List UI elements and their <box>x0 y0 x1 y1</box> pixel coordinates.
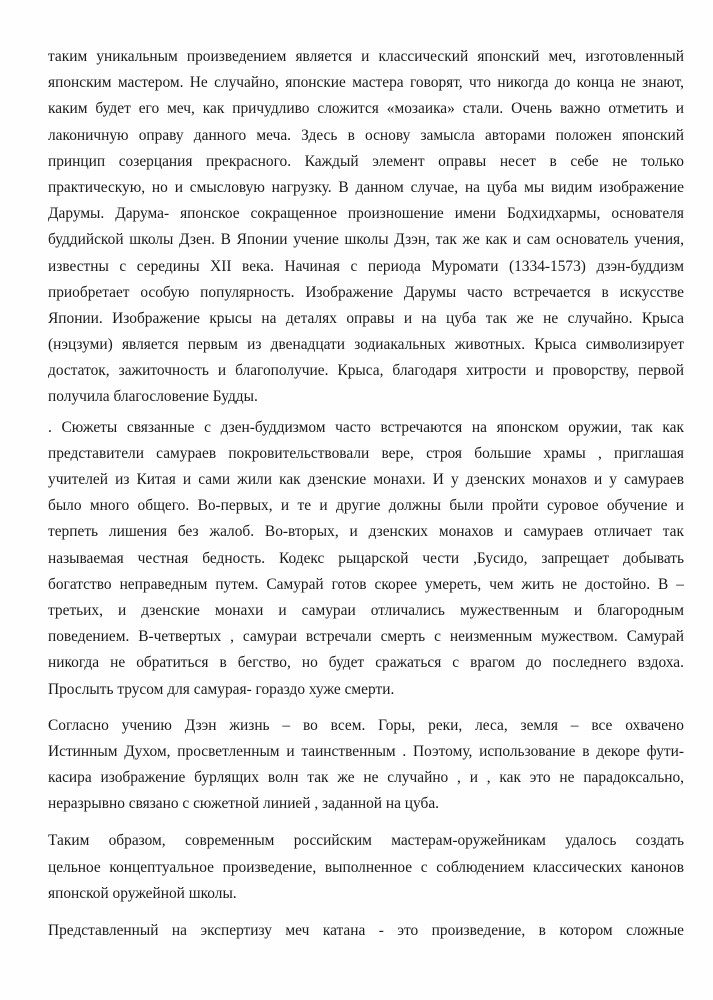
text-line: Таким образом, современным российским мастерам-оружейникам удалось создать <box>48 832 684 850</box>
body-text <box>48 44 684 944</box>
text-line: терпеть лишения без жалоб. Во-вторых, и дзенских монахов и самураев отличает так <box>48 523 684 541</box>
text-line: японской оружейной школы. <box>48 884 237 902</box>
text-line: никогда не обратиться в бегство, но будет сражаться с врагом до последнего вздоха. <box>48 654 684 672</box>
text-line: достаток, зажиточность и благополучие. Крыса, благодаря хитрости и проворству, первой <box>48 362 684 380</box>
text-line: (нэцзуми) является первым из двенадцати зодиакальных животных. Крыса символизирует <box>48 336 684 354</box>
text-line: неразрывно связано с сюжетной линией , заданной на цуба. <box>48 795 440 813</box>
text-line: представители самураев покровительствовали вере, строя большие храмы , приглашая <box>48 444 684 462</box>
text-line: приобретает особую популярность. Изображение Дарумы часто встречается в искусстве <box>48 283 684 301</box>
text-line: известны с середины XII века. Начиная с периода Муромати (1334-1573) дзэн-буддизм <box>48 257 684 275</box>
text-line: каким будет его меч, как причудливо сложится «мозаика» стали. Очень важно отметить и <box>48 100 684 118</box>
text-line: цельное концептуальное произведение, выполненное с соблюдением классических канонов <box>48 858 684 876</box>
text-line: Дарумы. Дарума- японское сокращенное произношение имени Бодхидхармы, основателя <box>48 205 684 223</box>
text-line: богатство неправедным путем. Самурай готов скорее умереть, чем жить не достойно. В – <box>48 575 684 593</box>
text-line: лаконичную оправу данного меча. Здесь в основу замысла авторами положен японский <box>48 126 684 144</box>
text-line: Японии. Изображение крысы на деталях оправы и на цуба так же не случайно. Крыса <box>48 309 684 327</box>
text-line: касира изображение бурлящих волн так же не случайно , и , как это не парадоксально, <box>48 769 684 787</box>
text-line: поведением. В-четвертых , самураи встречали смерть с неизменным мужеством. Самурай <box>48 628 684 646</box>
text-line: Представленный на экспертизу меч катана - это произведение, в котором сложные <box>48 922 684 939</box>
text-line: Прослыть трусом для самурая- гораздо хуже смерти. <box>48 680 395 698</box>
text-line: Истинным Духом, просветленным и таинственным . Поэтому, использование в декоре фути- <box>48 742 684 760</box>
text-line: получила благословение Будды. <box>48 388 258 406</box>
text-line: . Сюжеты связанные с дзен-буддизмом часто встречаются на японском оружии, так как <box>48 418 684 436</box>
text-line: Согласно учению Дзэн жизнь – во всем. Горы, реки, леса, земля – все охвачено <box>48 716 684 734</box>
text-line: третьих, и дзенские монахи и самураи отличались мужественным и благородным <box>48 601 684 619</box>
text-line: называемая честная бедность. Кодекс рыцарской чести ,Бусидо, запрещает добывать <box>48 549 684 567</box>
text-line: буддийской школы Дзен. В Японии учение школы Дзэн, так же как и сам основатель учения, <box>48 231 684 249</box>
text-line: японским мастером. Не случайно, японские мастера говорят, что никогда до конца не знают, <box>48 74 684 92</box>
text-line: практическую, но и смысловую нагрузку. В данном случае, на цуба мы видим изображение <box>48 178 684 196</box>
text-line: принцип созерцания прекрасного. Каждый элемент оправы несет в себе не только <box>48 152 684 170</box>
text-line: было много общего. Во-первых, и те и другие должны были пройти суровое обучение и <box>48 497 684 515</box>
text-line: учителей из Китая и сами жили как дзенские монахи. И у дзенских монахов и у самураев <box>48 471 684 488</box>
text-line: таким уникальным произведением является и классический японский меч, изготовленный <box>48 48 684 65</box>
